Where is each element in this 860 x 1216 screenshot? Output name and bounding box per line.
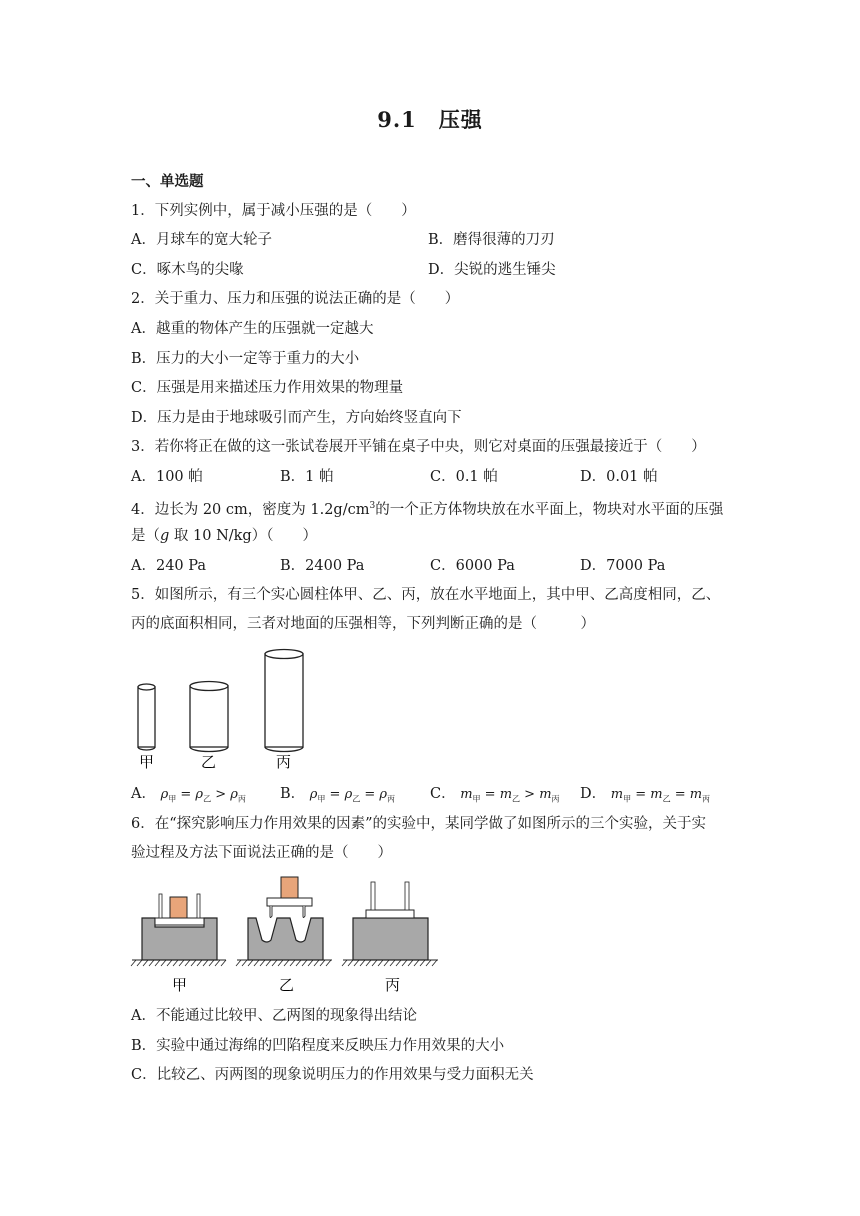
sponge-experiment-figure: [128, 872, 448, 1000]
ground-hatch-mark: [354, 960, 359, 966]
ground-hatch-mark: [191, 960, 196, 966]
figure6-label-jia: 甲: [172, 976, 188, 994]
q2-option-a[interactable]: A．越重的物体产生的压强就一定越大: [131, 321, 374, 337]
figure5-label-jia: 甲: [139, 753, 155, 771]
ground-hatch-mark: [209, 960, 214, 966]
q5-formula-c: $m_甲 = m_乙 > m_丙$: [460, 787, 560, 804]
setup-jia: [142, 894, 217, 960]
q6-option-a[interactable]: A．不能通过比较甲、乙两图的现象得出结论: [131, 1008, 417, 1024]
q5-formula-b: $\rho_甲 = \rho_乙 = \rho_丙$: [309, 787, 396, 804]
ground-hatch-mark: [155, 960, 160, 966]
q2-option-c[interactable]: C．压强是用来描述压力作用效果的物理量: [131, 380, 404, 396]
ground-hatch-mark: [378, 960, 383, 966]
page-title: 9.1 压强: [377, 107, 483, 132]
ground-hatch-mark: [197, 960, 202, 966]
question-4-stem-line1: 4．边长为 20 cm，密度为 $1.2g/cm^3$的一个正方体物块放在水平面上，物块对水平面的压强: [131, 501, 724, 518]
cylinders-figure: [128, 645, 318, 775]
ground-hatch-mark: [342, 960, 347, 966]
question-5-stem-line2: 丙的底面积相同，三者对地面的压强相等，下列判断正确的是（ ）: [131, 616, 595, 632]
section-heading: 一、单选题: [131, 173, 204, 190]
ground-hatch-mark: [372, 960, 377, 966]
ground-hatch-mark: [432, 960, 437, 966]
q5-formula-d: $m_甲 = m_乙 = m_丙$: [610, 787, 711, 804]
ground-hatch-mark: [366, 960, 371, 966]
ground-hatch-mark: [426, 960, 431, 966]
ground-hatch-mark: [167, 960, 172, 966]
ground-hatch-mark: [302, 960, 307, 966]
q4-option-b[interactable]: B．2400 Pa: [280, 558, 365, 574]
q2-option-d[interactable]: D．压力是由于地球吸引而产生，方向始终竖直向下: [131, 410, 462, 426]
q2-option-b[interactable]: B．压力的大小一定等于重力的大小: [131, 351, 360, 367]
ground-hatch-mark: [248, 960, 253, 966]
q6-option-b[interactable]: B．实验中通过海绵的凹陷程度来反映压力作用效果的大小: [131, 1038, 505, 1054]
figure5-label-bing: 丙: [276, 753, 292, 771]
question-1-stem: 1．下列实例中，属于减小压强的是（ ）: [131, 203, 416, 219]
ground-hatch-mark: [402, 960, 407, 966]
ground-hatch-mark: [308, 960, 313, 966]
q3-option-a[interactable]: A．100 帕: [131, 469, 203, 485]
ground-hatch-mark: [161, 960, 166, 966]
q1-option-d[interactable]: D．尖锐的逃生锤尖: [428, 262, 556, 278]
ground-hatch-mark: [290, 960, 295, 966]
ground-hatch-mark: [221, 960, 226, 966]
ground-hatch-mark: [215, 960, 220, 966]
ground-hatch-mark: [131, 960, 136, 966]
ground-hatch-mark: [396, 960, 401, 966]
ground-hatch-mark: [260, 960, 265, 966]
question-3-stem: 3．若你将正在做的这一张试卷展开平铺在桌子中央，则它对桌面的压强最接近于（ ）: [131, 439, 706, 455]
ground-hatch-mark: [314, 960, 319, 966]
q4-option-d[interactable]: D．7000 Pa: [580, 558, 666, 574]
ground-hatch-mark: [185, 960, 190, 966]
ground-hatch-mark: [420, 960, 425, 966]
ground-hatch-mark: [278, 960, 283, 966]
q1-option-c[interactable]: C．啄木鸟的尖喙: [131, 262, 244, 278]
q5-option-d[interactable]: D． $m_甲 = m_乙 = m_丙$: [580, 786, 711, 804]
q5-formula-a: $\rho_甲 = \rho_乙 > \rho_丙$: [160, 787, 246, 804]
ground-hatch-mark: [360, 960, 365, 966]
ground-hatch-mark: [390, 960, 395, 966]
setup-bing: [353, 882, 428, 960]
q4-option-a[interactable]: A．240 Pa: [131, 558, 207, 574]
question-6-stem-line2: 验过程及方法下面说法正确的是（ ）: [131, 845, 392, 861]
q5-option-c[interactable]: C． $m_甲 = m_乙 > m_丙$: [430, 786, 560, 804]
q3-option-b[interactable]: B．1 帕: [280, 469, 334, 485]
q3-option-d[interactable]: D．0.01 帕: [580, 469, 658, 485]
ground-hatch-mark: [320, 960, 325, 966]
question-6-stem-line1: 6．在“探究影响压力作用效果的因素”的实验中，某同学做了如图所示的三个实验，关于实: [131, 816, 707, 832]
q6-option-c[interactable]: C．比较乙、丙两图的现象说明压力的作用效果与受力面积无关: [131, 1067, 534, 1083]
ground-hatch-mark: [296, 960, 301, 966]
setup-yi: [248, 877, 323, 960]
ground-hatch-mark: [384, 960, 389, 966]
ground-hatch-mark: [266, 960, 271, 966]
q3-option-c[interactable]: C．0.1 帕: [430, 469, 498, 485]
ground-hatch-mark: [272, 960, 277, 966]
ground-hatch-mark: [236, 960, 241, 966]
ground-hatch-mark: [179, 960, 184, 966]
q4-option-c[interactable]: C．6000 Pa: [430, 558, 515, 574]
q5-option-a[interactable]: A． $\rho_甲 = \rho_乙 > \rho_丙$: [131, 786, 246, 804]
ground-hatch-mark: [173, 960, 178, 966]
question-2-stem: 2．关于重力、压力和压强的说法正确的是（ ）: [131, 291, 460, 307]
ground-hatch-mark: [408, 960, 413, 966]
ground-hatch-mark: [284, 960, 289, 966]
question-4-stem-line2: 是（g 取 10 N/kg）（ ）: [131, 528, 317, 544]
ground-hatch-mark: [254, 960, 259, 966]
figure6-label-bing: 丙: [385, 976, 401, 994]
ground-hatch-mark: [242, 960, 247, 966]
q5-option-b[interactable]: B． $\rho_甲 = \rho_乙 = \rho_丙$: [280, 786, 396, 804]
q1-option-b[interactable]: B．磨得很薄的刀刃: [428, 232, 555, 248]
figure6-label-yi: 乙: [279, 976, 295, 994]
ground-hatch-mark: [326, 960, 331, 966]
ground-hatch-mark: [348, 960, 353, 966]
ground-hatch-mark: [137, 960, 142, 966]
ground-hatch-mark: [149, 960, 154, 966]
question-5-stem-line1: 5．如图所示，有三个实心圆柱体甲、乙、丙，放在水平地面上，其中甲、乙高度相同，乙、: [131, 587, 721, 603]
ground-hatch-mark: [414, 960, 419, 966]
ground-hatch-mark: [203, 960, 208, 966]
ground-hatch-mark: [143, 960, 148, 966]
figure5-label-yi: 乙: [201, 753, 217, 771]
q1-option-a[interactable]: A．月球车的宽大轮子: [131, 232, 272, 248]
